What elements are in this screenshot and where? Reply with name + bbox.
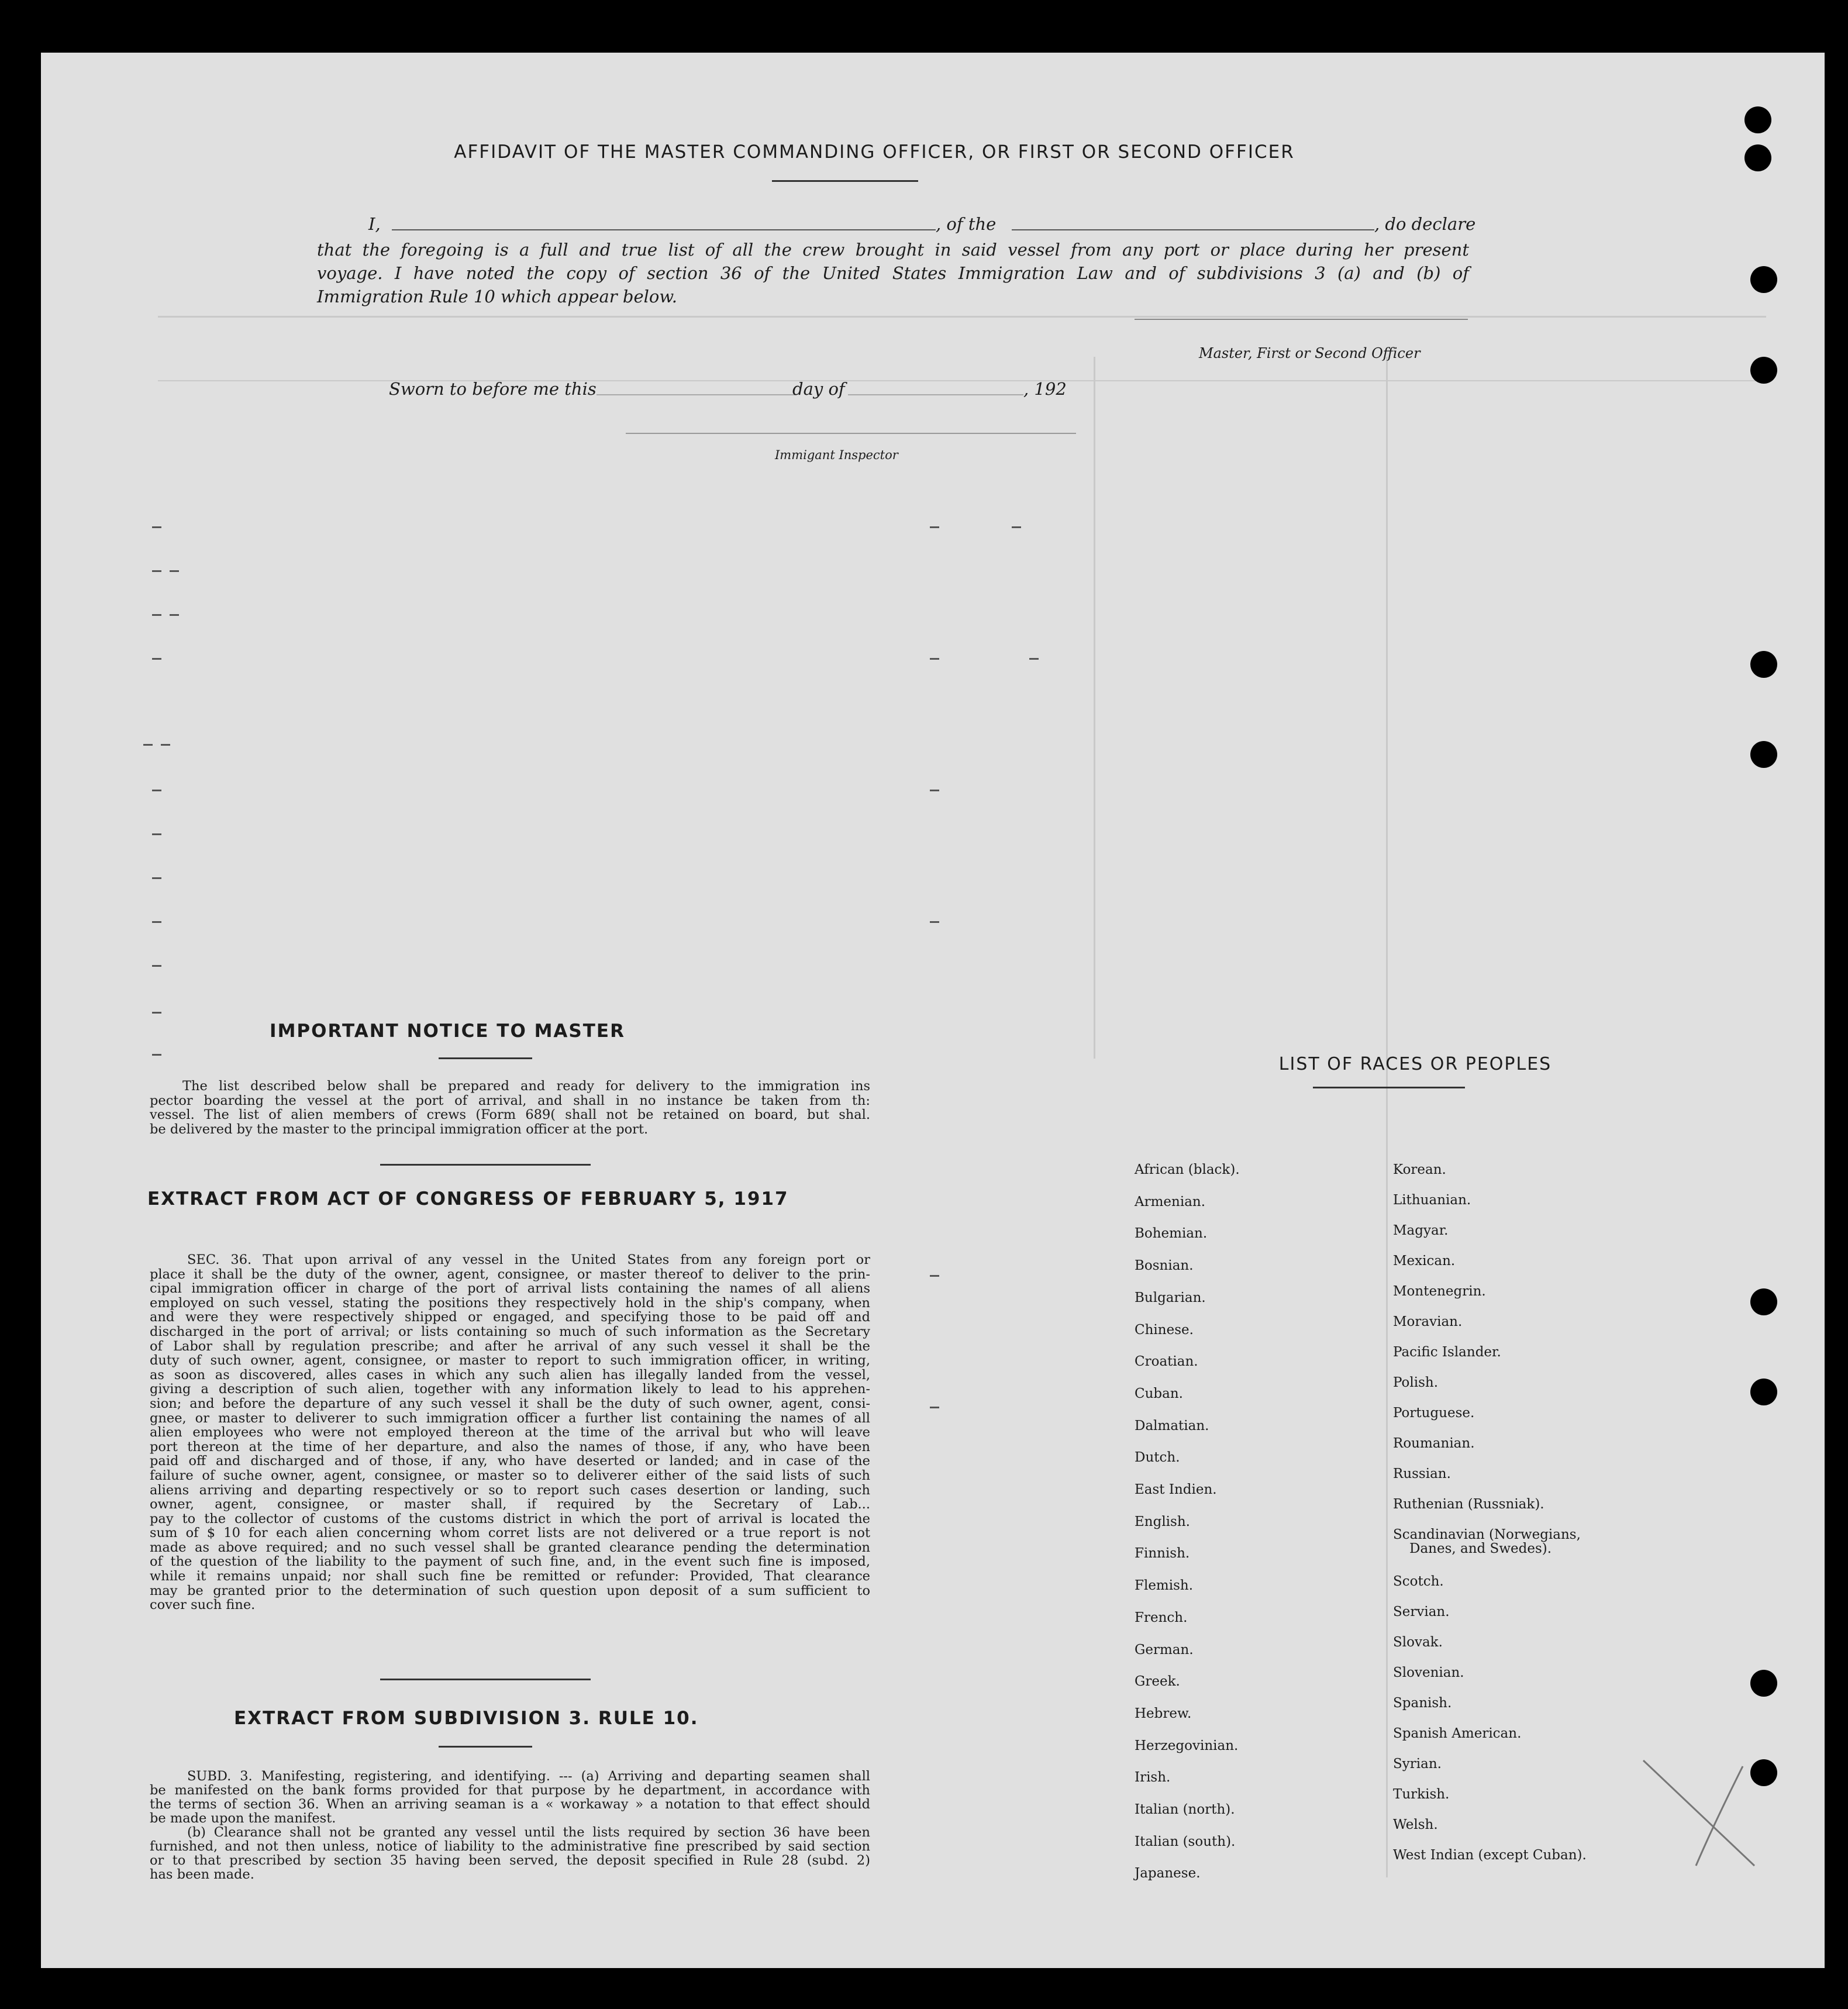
binder-hole bbox=[1750, 1759, 1777, 1786]
act-line: of Labor shall by regulation prescribe; and after he arrival of any such vessel it shall be the bbox=[150, 1338, 870, 1354]
race-item: Scandinavian (Norwegians, bbox=[1393, 1527, 1581, 1542]
binder-hole bbox=[1750, 357, 1777, 384]
act-line: employed on such vessel, stating the positions they respectively hold in the ship's company, when bbox=[150, 1295, 870, 1311]
column-mark bbox=[930, 790, 939, 791]
master-signature-line[interactable] bbox=[1135, 319, 1468, 320]
binder-hole bbox=[1750, 741, 1777, 768]
binder-hole bbox=[1750, 1288, 1777, 1315]
column-mark bbox=[152, 570, 161, 572]
race-item: Dutch. bbox=[1135, 1450, 1180, 1466]
notice-divider bbox=[380, 1164, 591, 1166]
act-heading: EXTRACT FROM ACT OF CONGRESS OF FEBRUARY 5, 1917 bbox=[147, 1188, 789, 1209]
act-line: of the question of the liability to the payment of such fine, and, in the event such fine is imposed, bbox=[150, 1554, 870, 1570]
race-item: Italian (north). bbox=[1135, 1802, 1235, 1817]
race-item: West Indian (except Cuban). bbox=[1393, 1848, 1587, 1863]
race-item: Mexican. bbox=[1393, 1253, 1456, 1269]
master-name-field[interactable] bbox=[392, 216, 936, 230]
act-line: aliens arriving and departing respectively or so to report such cases desertion or landing, such bbox=[150, 1482, 870, 1498]
race-item: Herzegovinian. bbox=[1135, 1738, 1239, 1753]
rule-line: be made upon the manifest. bbox=[150, 1811, 336, 1826]
column-mark bbox=[1029, 658, 1039, 660]
column-mark bbox=[143, 744, 153, 746]
act-line: cipal immigration officer in charge of the port of arrival lists containing the names of all aliens bbox=[150, 1281, 870, 1297]
rule-line: or to that prescribed by section 35 having been served, the deposit specified in Rule 28 (subd. 2) bbox=[150, 1853, 870, 1868]
act-line: cover such fine. bbox=[150, 1597, 256, 1613]
act-text bbox=[150, 1253, 870, 1612]
title-underline bbox=[772, 180, 918, 182]
race-item: French. bbox=[1135, 1610, 1188, 1625]
race-item: Slovenian. bbox=[1393, 1665, 1464, 1680]
notice-line: The list described below shall be prepared and ready for delivery to the immigration ins bbox=[182, 1078, 870, 1094]
race-item: Japanese. bbox=[1135, 1866, 1201, 1882]
race-item: Moravian. bbox=[1393, 1314, 1463, 1329]
column-mark bbox=[152, 1012, 161, 1014]
column-mark bbox=[161, 744, 170, 746]
act-line: port thereon at the time of her departure, and also the names of those, if any, who have been bbox=[150, 1439, 870, 1455]
race-item: Magyar. bbox=[1393, 1223, 1449, 1238]
sworn-day-field[interactable] bbox=[597, 381, 795, 395]
race-item: Slovak. bbox=[1393, 1635, 1443, 1650]
race-item: Roumanian. bbox=[1393, 1436, 1475, 1451]
race-item: Korean. bbox=[1393, 1162, 1446, 1177]
notice-text bbox=[150, 1079, 870, 1136]
race-item: Ruthenian (Russniak). bbox=[1393, 1497, 1544, 1512]
sworn-text: Sworn to before me this bbox=[389, 379, 597, 399]
race-item: Croatian. bbox=[1135, 1354, 1198, 1370]
inspector-signature-line[interactable] bbox=[626, 433, 1076, 434]
rule-line: (b) Clearance shall not be granted any vessel until the lists required by section 36 have been bbox=[187, 1825, 870, 1840]
race-item: Lithuanian. bbox=[1393, 1193, 1471, 1208]
show-through-line bbox=[158, 316, 1766, 318]
rule-line: the terms of section 36. When an arriving seaman is a « workaway » a notation to that effect should bbox=[150, 1797, 870, 1812]
column-mark bbox=[152, 921, 161, 923]
race-item: Hebrew. bbox=[1135, 1705, 1192, 1721]
race-item: Montenegrin. bbox=[1393, 1284, 1486, 1299]
race-item: Flemish. bbox=[1135, 1578, 1194, 1594]
notice-line: vessel. The list of alien members of crews (Form 689( shall not be retained on board, but shal. bbox=[150, 1107, 870, 1123]
race-item: Servian. bbox=[1393, 1604, 1450, 1619]
column-mark bbox=[930, 1407, 939, 1408]
act-line: while it remains unpaid; nor shall such fine be remitted or refunder: Provided, That clearance bbox=[150, 1569, 870, 1584]
declare-i: I, bbox=[368, 214, 381, 234]
act-line: paid off and discharged and of those, if any, who have deserted or landed; and in case of the bbox=[150, 1453, 870, 1469]
declare-of-the: , of the bbox=[936, 214, 997, 234]
act-line: failure of suche owner, agent, consignee, or master so to deliverer either of the said lists of such bbox=[150, 1467, 870, 1483]
race-item: East Indien. bbox=[1135, 1482, 1217, 1497]
form-page bbox=[41, 53, 1825, 1968]
show-through-line bbox=[1094, 357, 1095, 1059]
races-underline bbox=[1313, 1087, 1465, 1088]
affidavit-title: AFFIDAVIT OF THE MASTER COMMANDING OFFICER, OR FIRST OR SECOND OFFICER bbox=[454, 142, 1295, 163]
race-item: Bosnian. bbox=[1135, 1258, 1194, 1274]
race-item: African (black). bbox=[1135, 1162, 1240, 1177]
binder-hole bbox=[1750, 1379, 1777, 1405]
affidavit-line-4: Immigration Rule 10 which appear below. bbox=[317, 287, 677, 306]
binder-hole bbox=[1750, 266, 1777, 293]
notice-heading: IMPORTANT NOTICE TO MASTER bbox=[270, 1021, 625, 1042]
race-item: Danes, and Swedes). bbox=[1409, 1541, 1552, 1557]
vessel-name-field[interactable] bbox=[1012, 216, 1374, 230]
race-item: Greek. bbox=[1135, 1674, 1180, 1690]
master-signature-label: Master, First or Second Officer bbox=[1199, 345, 1421, 361]
rule-line: SUBD. 3. Manifesting, registering, and identifying. --- (a) Arriving and departing seamen shall bbox=[187, 1769, 870, 1784]
notice-line: pector boarding the vessel at the port of arrival, and shall in no instance be taken from th: bbox=[150, 1093, 870, 1108]
rule-heading: EXTRACT FROM SUBDIVISION 3. RULE 10. bbox=[234, 1708, 699, 1729]
affidavit-line-3: voyage. I have noted the copy of section 36 of the United States Immigration Law and of subdivisions 3 (a) and (b) of bbox=[317, 263, 1469, 283]
act-line: giving a description of such alien, together with any information likely to lead to his apprehen- bbox=[150, 1381, 870, 1397]
rule-text bbox=[150, 1769, 870, 1882]
race-item: Bohemian. bbox=[1135, 1226, 1208, 1242]
column-mark bbox=[152, 614, 161, 616]
race-item: Turkish. bbox=[1393, 1787, 1450, 1802]
act-line: sum of $ 10 for each alien concerning whom corret lists are not delivered or a true report is not bbox=[150, 1525, 870, 1541]
act-line: owner, agent, consignee, or master shall, if required by the Secretary of Lab... bbox=[150, 1497, 870, 1512]
race-item: Spanish. bbox=[1393, 1696, 1452, 1711]
race-item: Armenian. bbox=[1135, 1194, 1206, 1209]
rule-line: furnished, and not then unless, notice of liability to the administrative fine prescribed by said section bbox=[150, 1839, 870, 1854]
binder-hole bbox=[1744, 144, 1771, 171]
affidavit-line-2: that the foregoing is a full and true list of all the crew brought in said vessel from any port or place during her present bbox=[317, 240, 1469, 260]
column-mark bbox=[930, 921, 939, 923]
column-mark bbox=[930, 1275, 939, 1277]
year-text: , 192 bbox=[1023, 379, 1067, 399]
column-mark bbox=[930, 658, 939, 660]
act-line: made as above required; and no such vessel shall be granted clearance pending the determination bbox=[150, 1539, 870, 1555]
sworn-month-field[interactable] bbox=[848, 381, 1023, 395]
race-item: Italian (south). bbox=[1135, 1834, 1236, 1849]
race-item: Irish. bbox=[1135, 1770, 1171, 1786]
act-line: as soon as discovered, alles cases in which any such alien has illegally landed from the vessel, bbox=[150, 1367, 870, 1383]
act-line: sion; and before the departure of any such vessel it shall be the duty of such owner, agent, consi- bbox=[150, 1395, 870, 1411]
act-line: may be granted prior to the determination of such question upon deposit of a sum sufficient to bbox=[150, 1583, 870, 1598]
races-heading: LIST OF RACES OR PEOPLES bbox=[1278, 1054, 1552, 1074]
race-item: Bulgarian. bbox=[1135, 1290, 1206, 1305]
column-mark bbox=[152, 1054, 161, 1056]
binder-hole bbox=[1744, 106, 1771, 133]
race-item: Welsh. bbox=[1393, 1817, 1438, 1832]
act-line: SEC. 36. That upon arrival of any vessel in the United States from any foreign port or bbox=[187, 1252, 870, 1267]
rule-line: be manifested on the bank forms provided for that purpose by he department, in accordance with bbox=[150, 1783, 870, 1798]
binder-hole bbox=[1750, 1670, 1777, 1697]
column-mark bbox=[930, 526, 939, 528]
show-through-line bbox=[1386, 357, 1388, 1877]
act-line: alien employees who were not employed thereon at the time of the arrival but who will leave bbox=[150, 1425, 870, 1441]
column-mark bbox=[152, 877, 161, 879]
race-item: Portuguese. bbox=[1393, 1405, 1475, 1421]
act-line: discharged in the port of arrival; or lists containing so much of such information as the Secretary bbox=[150, 1324, 870, 1339]
rule-underline bbox=[439, 1746, 532, 1748]
race-item: Pacific Islander. bbox=[1393, 1345, 1501, 1360]
act-line: place it shall be the duty of the owner, agent, consignee, or master thereof to deliver to the prin- bbox=[150, 1266, 870, 1282]
race-item: Russian. bbox=[1393, 1466, 1451, 1481]
race-item: Spanish American. bbox=[1393, 1726, 1522, 1741]
race-item: Finnish. bbox=[1135, 1546, 1190, 1562]
column-mark bbox=[1012, 526, 1021, 528]
act-line: and were they were respectively shipped or engaged, and specifying those to be paid off and bbox=[150, 1310, 870, 1325]
declare-end: , do declare bbox=[1374, 214, 1476, 234]
column-mark bbox=[152, 833, 161, 835]
race-item: Cuban. bbox=[1135, 1386, 1183, 1401]
binder-hole bbox=[1750, 651, 1777, 678]
column-mark bbox=[152, 965, 161, 967]
column-mark bbox=[152, 790, 161, 791]
race-item: German. bbox=[1135, 1642, 1194, 1657]
notice-underline bbox=[439, 1057, 532, 1059]
race-item: Syrian. bbox=[1393, 1756, 1442, 1772]
race-item: Chinese. bbox=[1135, 1322, 1194, 1338]
notice-line: be delivered by the master to the principal immigration officer at the port. bbox=[150, 1121, 649, 1137]
act-line: gnee, or master to deliverer to such immigration officer a further list containing the names of all bbox=[150, 1410, 870, 1426]
column-mark bbox=[152, 526, 161, 528]
column-mark bbox=[170, 614, 179, 616]
column-mark bbox=[152, 658, 161, 660]
act-line: pay to the collector of customs of the customs district in which the port of arrival is located the bbox=[150, 1511, 870, 1526]
race-item: Scotch. bbox=[1393, 1574, 1444, 1589]
act-divider bbox=[380, 1679, 591, 1680]
race-item: English. bbox=[1135, 1514, 1190, 1529]
day-of-text: day of bbox=[792, 379, 845, 399]
act-line: duty of such owner, agent, consignee, or master to report to such immigration officer, in writing, bbox=[150, 1353, 870, 1369]
race-item: Dalmatian. bbox=[1135, 1418, 1209, 1433]
column-mark bbox=[170, 570, 179, 572]
inspector-label: Immigant Inspector bbox=[775, 448, 898, 462]
rule-line: has been made. bbox=[150, 1867, 254, 1882]
race-item: Polish. bbox=[1393, 1375, 1439, 1390]
